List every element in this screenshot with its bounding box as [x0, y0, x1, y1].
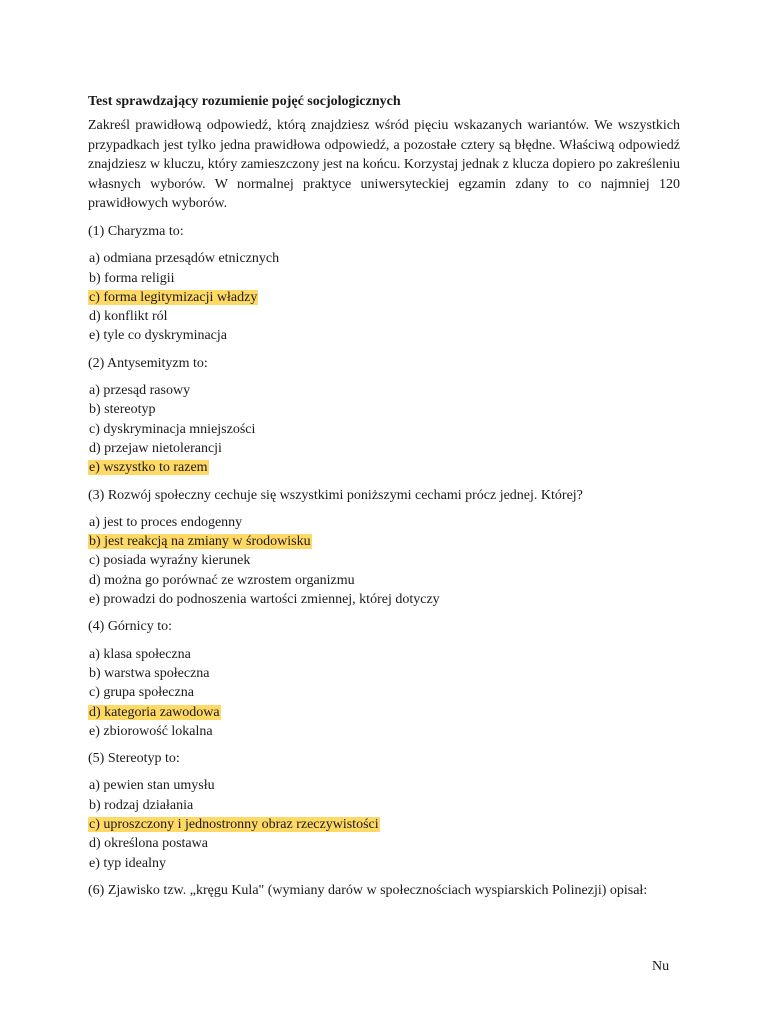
- question-5: (5) Stereotyp to:: [88, 751, 180, 767]
- answer-text: c) forma legitymizacji władzy: [89, 289, 258, 305]
- document-title: Test sprawdzający rozumienie pojęć socjologicznych: [88, 94, 401, 109]
- answer-text: e) prowadzi do podnoszenia wartości zmiennej, której dotyczy: [89, 592, 440, 608]
- answer-option: [88, 571, 680, 590]
- document-page: [88, 93, 680, 908]
- answer-option: [88, 381, 680, 400]
- answer-option: [88, 834, 680, 853]
- answer-option: [88, 269, 680, 288]
- answer-option: [88, 551, 680, 570]
- answer-option: [88, 683, 680, 702]
- question-4: (4) Górnicy to:: [88, 619, 172, 635]
- answer-text: d) można go porównać ze wzrostem organizmu: [89, 572, 355, 588]
- question-3: (3) Rozwój społeczny cechuje się wszystkimi poniższymi cechami prócz jednej. Której?: [88, 487, 583, 503]
- answer-option-highlighted: [88, 815, 680, 834]
- answer-list: [88, 249, 680, 345]
- answer-list: [88, 645, 680, 741]
- question-2: (2) Antysemityzm to:: [88, 355, 208, 371]
- answer-text: a) pewien stan umysłu: [89, 778, 215, 794]
- answer-option: [88, 439, 680, 458]
- answer-text: c) grupa społeczna: [89, 685, 194, 701]
- answer-text: e) typ idealny: [89, 855, 166, 871]
- page-number: Nu: [652, 959, 670, 974]
- answer-text: d) przejaw nietolerancji: [89, 440, 222, 456]
- question-1: (1) Charyzma to:: [88, 223, 184, 239]
- answer-text: a) przesąd rasowy: [89, 383, 191, 399]
- answer-text: c) dyskryminacja mniejszości: [89, 421, 256, 437]
- answer-option: [88, 664, 680, 683]
- instructions-paragraph: Zakreśl prawidłową odpowiedź, którą znajdziesz wśród pięciu wskazanych wariantów. We wszystkich przypadkach jest tylko jedna prawidłowa odpowiedź, a pozostałe cztery są błędne. Właściwą odpowiedź znajdziesz w kluczu, który zamieszczony jest na końcu. Korzystaj jednak z klucza dopiero po zakreśleniu własnych wyborów. W normalnej praktyce uniwersyteckiej egzamin zdany to co najmniej 120 prawidłowych wyborów.: [88, 118, 680, 212]
- answer-option: [88, 796, 680, 815]
- answer-option-highlighted: [88, 703, 680, 722]
- answer-text: e) tyle co dyskryminacja: [89, 328, 228, 344]
- answer-text: c) uproszczony i jednostronny obraz rzeczywistości: [89, 816, 379, 832]
- answer-option: [88, 513, 680, 532]
- answer-text: c) posiada wyraźny kierunek: [89, 553, 251, 569]
- answer-text: b) stereotyp: [89, 402, 156, 418]
- answer-text: a) klasa społeczna: [89, 646, 191, 662]
- answer-option: [88, 776, 680, 795]
- answer-text: b) rodzaj działania: [89, 797, 194, 813]
- answer-list: [88, 513, 680, 609]
- answer-list: [88, 776, 680, 872]
- answer-option: [88, 420, 680, 439]
- answer-option: [88, 307, 680, 326]
- answer-option-highlighted: [88, 532, 680, 551]
- answer-option: [88, 854, 680, 873]
- answer-option: [88, 400, 680, 419]
- answer-option: [88, 249, 680, 268]
- question-6: (6) Zjawisko tzw. „kręgu Kula" (wymiany darów w społecznościach wyspiarskich Polinezji) opisał:: [88, 882, 648, 898]
- answer-option-highlighted: [88, 288, 680, 307]
- answer-text: a) odmiana przesądów etnicznych: [89, 251, 280, 267]
- answer-option: [88, 590, 680, 609]
- answer-text: b) warstwa społeczna: [89, 665, 210, 681]
- answer-text: e) zbiorowość lokalna: [89, 723, 213, 739]
- answer-list: [88, 381, 680, 477]
- answer-option: [88, 645, 680, 664]
- answer-option: [88, 722, 680, 741]
- answer-text: b) jest reakcją na zmiany w środowisku: [89, 534, 311, 550]
- question-list: [88, 222, 680, 900]
- answer-option: [88, 326, 680, 345]
- answer-option-highlighted: [88, 458, 680, 477]
- answer-text: b) forma religii: [89, 270, 175, 286]
- answer-text: e) wszystko to razem: [89, 460, 208, 476]
- answer-text: d) konflikt ról: [89, 309, 168, 325]
- answer-text: d) kategoria zawodowa: [89, 704, 220, 720]
- answer-text: a) jest to proces endogenny: [89, 514, 243, 530]
- answer-text: d) określona postawa: [89, 836, 208, 852]
